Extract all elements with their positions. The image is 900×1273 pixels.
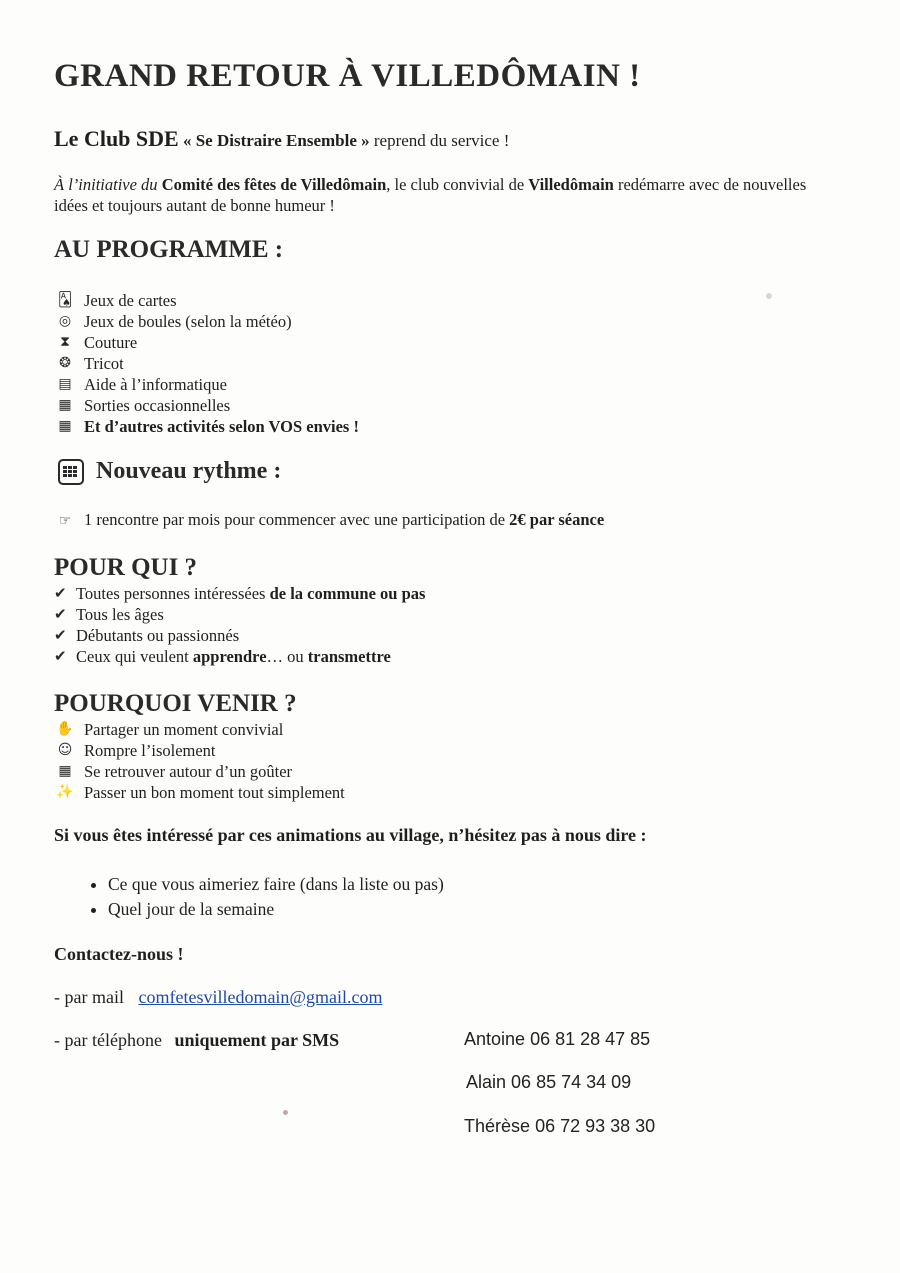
list-item <box>56 353 359 374</box>
list-item <box>54 604 425 625</box>
page-title: GRAND RETOUR À VILLEDÔMAIN ! <box>54 58 641 94</box>
sewing-spool-icon: ⧗ <box>60 334 70 350</box>
list-item <box>54 625 425 646</box>
list-item: • Ce que vous aimeriez faire (dans la liste ou pas) <box>108 872 444 897</box>
clapperboard-icon: ▦ <box>58 418 72 434</box>
who-item-bold: apprendre <box>192 647 267 666</box>
who-item-text: … ou <box>266 647 304 666</box>
why-item-label: Rompre l’isolement <box>84 741 216 760</box>
rhythm-heading-row <box>58 458 281 485</box>
contact-alain <box>466 1072 631 1093</box>
list-item <box>56 374 359 395</box>
list-item <box>56 740 345 761</box>
why-list <box>56 719 345 803</box>
programme-heading: AU PROGRAMME : <box>54 236 284 263</box>
list-item <box>54 646 425 667</box>
check-icon: ✔ <box>54 647 67 665</box>
cards-icon: 🂡 <box>57 292 73 308</box>
why-item-label: Partager un moment convivial <box>84 720 284 739</box>
programme-item-label: Jeux de boules (selon la météo) <box>84 312 292 331</box>
club-name: Le Club SDE <box>54 126 179 151</box>
list-item <box>56 782 345 803</box>
programme-item-label: Tricot <box>84 354 124 373</box>
who-item-text: Ceux qui veulent <box>76 647 189 666</box>
handshake-icon: ✋ <box>56 721 74 737</box>
contact-name: Antoine <box>464 1029 526 1049</box>
intro-paragraph <box>54 174 834 216</box>
party-popper-icon: ✨ <box>56 784 74 800</box>
who-item-bold: transmettre <box>307 647 391 666</box>
smiley-icon: ☺ <box>57 742 73 758</box>
subtitle-rest: reprend du service ! <box>373 131 510 150</box>
who-item-bold: de la commune ou pas <box>269 584 426 603</box>
who-item-text: Toutes personnes intéressées <box>76 584 266 603</box>
phone-label: - par téléphone <box>54 1030 162 1050</box>
calendar-icon <box>58 459 84 485</box>
contact-therese <box>464 1116 655 1137</box>
programme-item-label: Jeux de cartes <box>84 291 177 310</box>
rhythm-text: 1 rencontre par mois pour commencer avec une participation de <box>84 510 506 529</box>
check-icon: ✔ <box>54 605 67 623</box>
who-item-text: Tous les âges <box>76 605 164 624</box>
rhythm-line <box>56 510 604 530</box>
scan-speck <box>766 293 772 299</box>
list-item <box>56 719 345 740</box>
intro-village: Villedômain <box>528 175 614 194</box>
programme-item-label: Et d’autres activités selon VOS envies ! <box>84 417 359 436</box>
quote-open: « <box>182 131 192 150</box>
intro-committee: Comité des fêtes de Villedômain <box>161 175 387 194</box>
contact-name: Thérèse <box>464 1116 531 1136</box>
contact-name: Alain <box>466 1072 507 1092</box>
who-heading: POUR QUI ? <box>54 554 198 581</box>
contact-antoine <box>464 1029 650 1050</box>
intro-end: redémarre avec de nouvelles idées et toujours autant de bonne humeur ! <box>54 175 807 215</box>
phone-row <box>54 1030 339 1051</box>
scan-speck <box>283 1110 288 1115</box>
clapperboard-icon: ▦ <box>58 763 72 779</box>
contact-heading: Contactez-nous ! <box>54 944 184 964</box>
list-item <box>54 583 425 604</box>
rhythm-heading: Nouveau rythme : <box>96 458 282 484</box>
mail-label: - par mail <box>54 987 124 1007</box>
list-item <box>56 332 359 353</box>
phone-note: uniquement par SMS <box>174 1030 340 1050</box>
target-icon: ◎ <box>58 313 72 329</box>
programme-item-label: Couture <box>84 333 138 352</box>
why-heading: POURQUOI VENIR ? <box>54 690 297 717</box>
check-icon: ✔ <box>54 626 67 644</box>
programme-list <box>56 290 359 437</box>
email-link[interactable]: comfetesvilledomain@gmail.com <box>138 987 383 1007</box>
contact-number[interactable]: 06 85 74 34 09 <box>511 1072 632 1092</box>
rhythm-price: 2€ par séance <box>509 510 605 529</box>
list-item <box>56 290 359 311</box>
call-to-action: Si vous êtes intéressé par ces animations au village, n’hésitez pas à nous dire : <box>54 825 647 845</box>
list-item <box>56 311 359 332</box>
intro-italic: À l’initiative du <box>54 175 158 194</box>
club-motto: Se Distraire Ensemble <box>195 131 357 150</box>
ask-list <box>108 872 444 922</box>
club-subtitle <box>54 126 509 152</box>
mail-row <box>54 987 383 1008</box>
clapperboard-icon: ▦ <box>58 397 72 413</box>
who-item-text: Débutants ou passionnés <box>76 626 240 645</box>
list-item <box>56 761 345 782</box>
yarn-ball-icon: ❂ <box>59 355 71 371</box>
computer-icon: ▤ <box>58 376 72 392</box>
why-item-label: Se retrouver autour d’un goûter <box>84 762 293 781</box>
contact-number[interactable]: 06 72 93 38 30 <box>535 1116 656 1136</box>
intro-middle: , le club convivial de <box>386 175 525 194</box>
programme-item-label: Sorties occasionnelles <box>84 396 231 415</box>
contact-number[interactable]: 06 81 28 47 85 <box>530 1029 651 1049</box>
list-item <box>56 416 359 437</box>
list-item: • Quel jour de la semaine <box>108 897 444 922</box>
quote-close: » <box>361 131 370 150</box>
pointing-hand-icon: ☞ <box>58 513 72 529</box>
programme-item-label: Aide à l’informatique <box>84 375 227 394</box>
who-list <box>54 583 425 667</box>
why-item-label: Passer un bon moment tout simplement <box>84 783 345 802</box>
check-icon: ✔ <box>54 584 67 602</box>
list-item <box>56 395 359 416</box>
